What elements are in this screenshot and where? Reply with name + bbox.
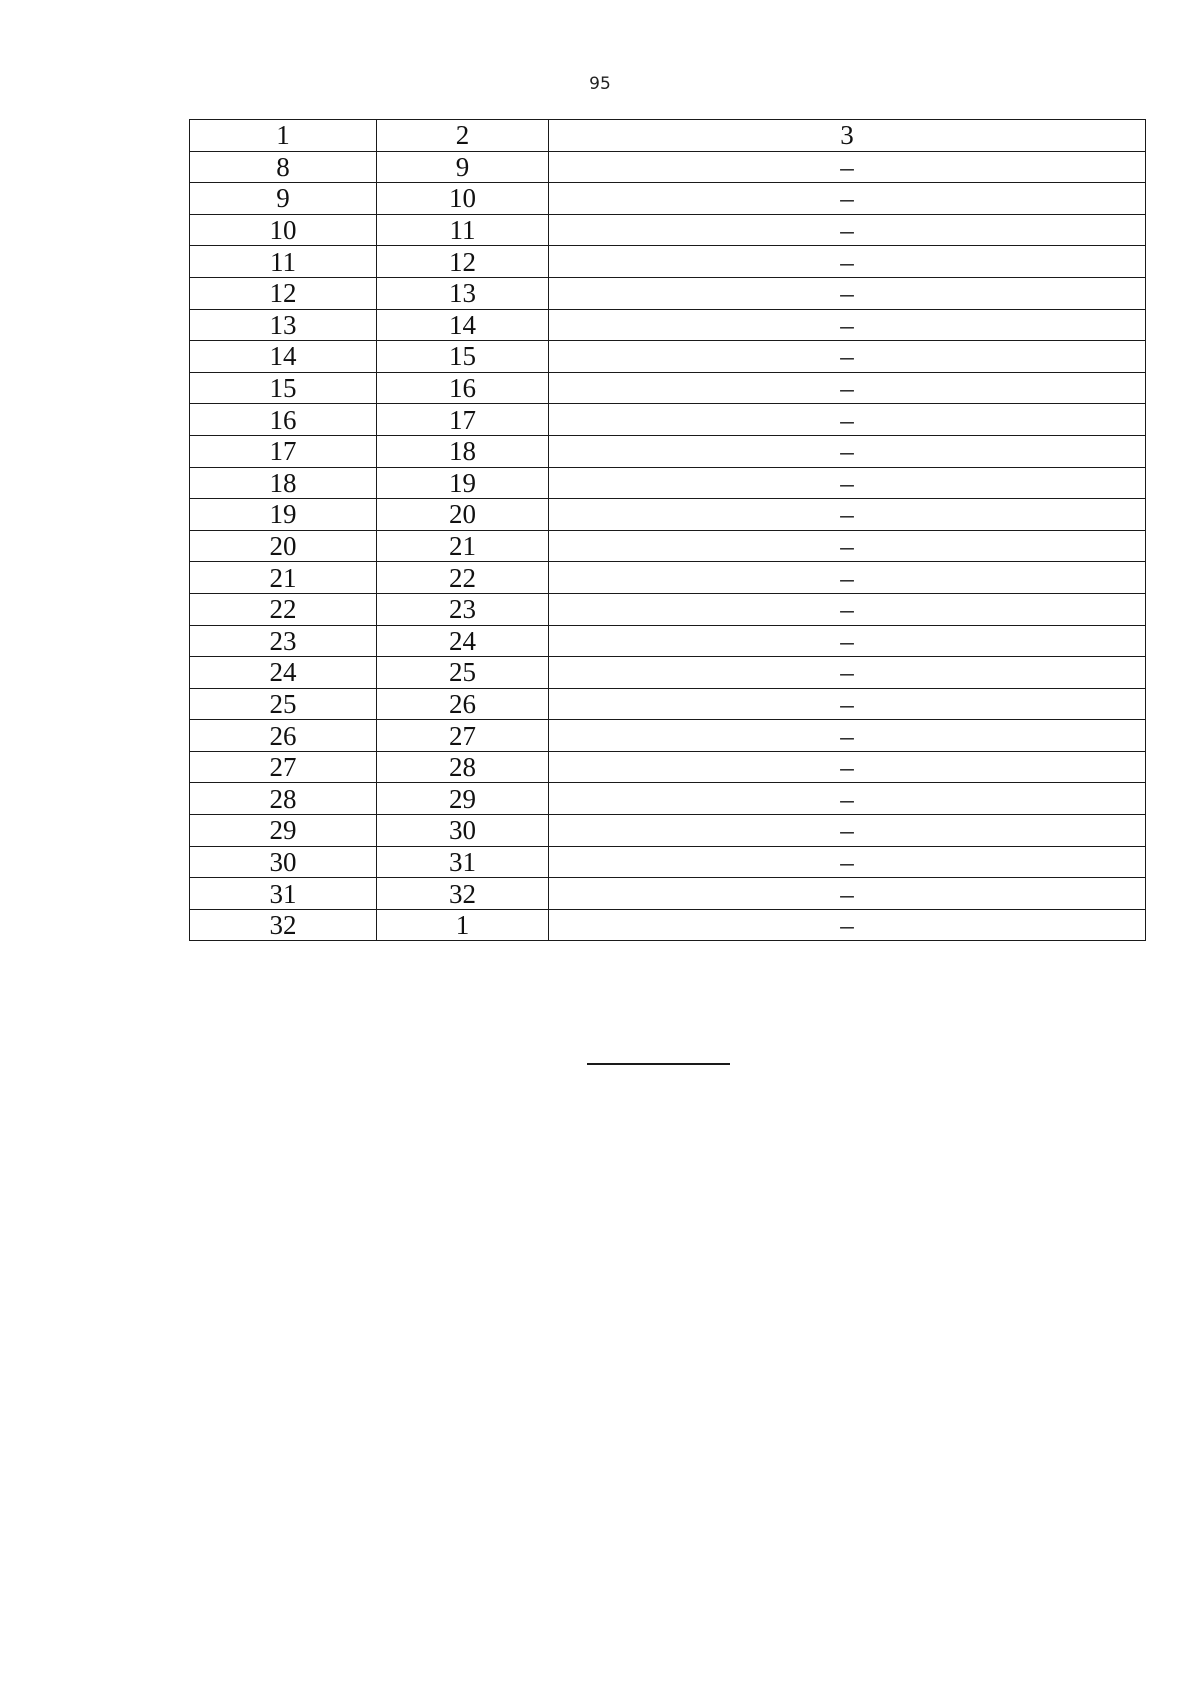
table-cell-col-3: – (549, 214, 1146, 246)
table-cell-col-2: 29 (377, 783, 549, 815)
table-cell-col-2: 24 (377, 625, 549, 657)
table-row (190, 562, 1146, 594)
table-cell-col-3: – (549, 593, 1146, 625)
table-cell-col-1: 19 (190, 499, 377, 531)
header-cell-col-2: 2 (377, 120, 549, 152)
table-cell-col-1: 14 (190, 341, 377, 373)
table-row (190, 151, 1146, 183)
table-row (190, 214, 1146, 246)
header-cell-col-3: 3 (549, 120, 1146, 152)
data-table (189, 119, 1146, 941)
table-cell-col-3: – (549, 341, 1146, 373)
table-cell-col-3: – (549, 783, 1146, 815)
table-row (190, 246, 1146, 278)
table-cell-col-3: – (549, 435, 1146, 467)
table-row (190, 878, 1146, 910)
table-row (190, 183, 1146, 215)
table-cell-col-3: – (549, 246, 1146, 278)
table-cell-col-1: 31 (190, 878, 377, 910)
table-cell-col-3: – (549, 657, 1146, 689)
table-cell-col-3: – (549, 688, 1146, 720)
table-cell-col-2: 16 (377, 372, 549, 404)
page-number: 95 (589, 74, 611, 94)
table-cell-col-2: 23 (377, 593, 549, 625)
table-row (190, 657, 1146, 689)
table-cell-col-2: 20 (377, 499, 549, 531)
end-rule-divider (587, 1063, 730, 1065)
table-cell-col-3: – (549, 467, 1146, 499)
table-row (190, 751, 1146, 783)
table-cell-col-2: 19 (377, 467, 549, 499)
table-cell-col-1: 13 (190, 309, 377, 341)
table-cell-col-1: 24 (190, 657, 377, 689)
table-row (190, 467, 1146, 499)
table-cell-col-2: 10 (377, 183, 549, 215)
table-cell-col-3: – (549, 878, 1146, 910)
table-cell-col-2: 32 (377, 878, 549, 910)
table-cell-col-1: 15 (190, 372, 377, 404)
table-cell-col-3: – (549, 151, 1146, 183)
table-cell-col-2: 17 (377, 404, 549, 436)
table-row (190, 846, 1146, 878)
table-cell-col-1: 26 (190, 720, 377, 752)
table-cell-col-1: 27 (190, 751, 377, 783)
table-cell-col-2: 22 (377, 562, 549, 594)
table-row (190, 404, 1146, 436)
table-cell-col-1: 8 (190, 151, 377, 183)
header-cell-col-1: 1 (190, 120, 377, 152)
table-body (190, 120, 1146, 941)
table-cell-col-1: 28 (190, 783, 377, 815)
table-row (190, 341, 1146, 373)
table-cell-col-3: – (549, 846, 1146, 878)
table-cell-col-1: 32 (190, 909, 377, 941)
table-cell-col-2: 21 (377, 530, 549, 562)
table-cell-col-2: 18 (377, 435, 549, 467)
table-row (190, 277, 1146, 309)
table-cell-col-3: – (549, 909, 1146, 941)
table-row (190, 309, 1146, 341)
table-cell-col-1: 12 (190, 277, 377, 309)
table-cell-col-2: 1 (377, 909, 549, 941)
table-cell-col-3: – (549, 372, 1146, 404)
table-row (190, 720, 1146, 752)
table-row (190, 625, 1146, 657)
table-header-row (190, 120, 1146, 152)
table-cell-col-2: 31 (377, 846, 549, 878)
table-cell-col-2: 14 (377, 309, 549, 341)
table-row (190, 530, 1146, 562)
table-cell-col-2: 30 (377, 815, 549, 847)
table-row (190, 909, 1146, 941)
table-row (190, 783, 1146, 815)
table-cell-col-3: – (549, 404, 1146, 436)
table-row (190, 593, 1146, 625)
table-cell-col-3: – (549, 309, 1146, 341)
table-cell-col-3: – (549, 625, 1146, 657)
table-row (190, 435, 1146, 467)
table-cell-col-1: 20 (190, 530, 377, 562)
table-cell-col-3: – (549, 815, 1146, 847)
table-cell-col-1: 21 (190, 562, 377, 594)
table-cell-col-1: 10 (190, 214, 377, 246)
table-row (190, 372, 1146, 404)
table-cell-col-2: 27 (377, 720, 549, 752)
table-row (190, 815, 1146, 847)
table-cell-col-1: 30 (190, 846, 377, 878)
table-cell-col-3: – (549, 720, 1146, 752)
table-cell-col-1: 17 (190, 435, 377, 467)
table-cell-col-3: – (549, 277, 1146, 309)
table-cell-col-1: 23 (190, 625, 377, 657)
table-row (190, 688, 1146, 720)
table-cell-col-2: 15 (377, 341, 549, 373)
table-cell-col-1: 25 (190, 688, 377, 720)
table-cell-col-2: 9 (377, 151, 549, 183)
table-cell-col-3: – (549, 562, 1146, 594)
table-cell-col-2: 13 (377, 277, 549, 309)
table-cell-col-3: – (549, 183, 1146, 215)
table-cell-col-1: 22 (190, 593, 377, 625)
table-cell-col-3: – (549, 499, 1146, 531)
table-cell-col-3: – (549, 751, 1146, 783)
table-row (190, 499, 1146, 531)
table-cell-col-2: 12 (377, 246, 549, 278)
table-cell-col-2: 28 (377, 751, 549, 783)
table-cell-col-2: 25 (377, 657, 549, 689)
table-cell-col-1: 9 (190, 183, 377, 215)
table-cell-col-2: 11 (377, 214, 549, 246)
table-cell-col-3: – (549, 530, 1146, 562)
table-cell-col-1: 18 (190, 467, 377, 499)
table-cell-col-1: 16 (190, 404, 377, 436)
table-cell-col-2: 26 (377, 688, 549, 720)
table-cell-col-1: 29 (190, 815, 377, 847)
table-cell-col-1: 11 (190, 246, 377, 278)
